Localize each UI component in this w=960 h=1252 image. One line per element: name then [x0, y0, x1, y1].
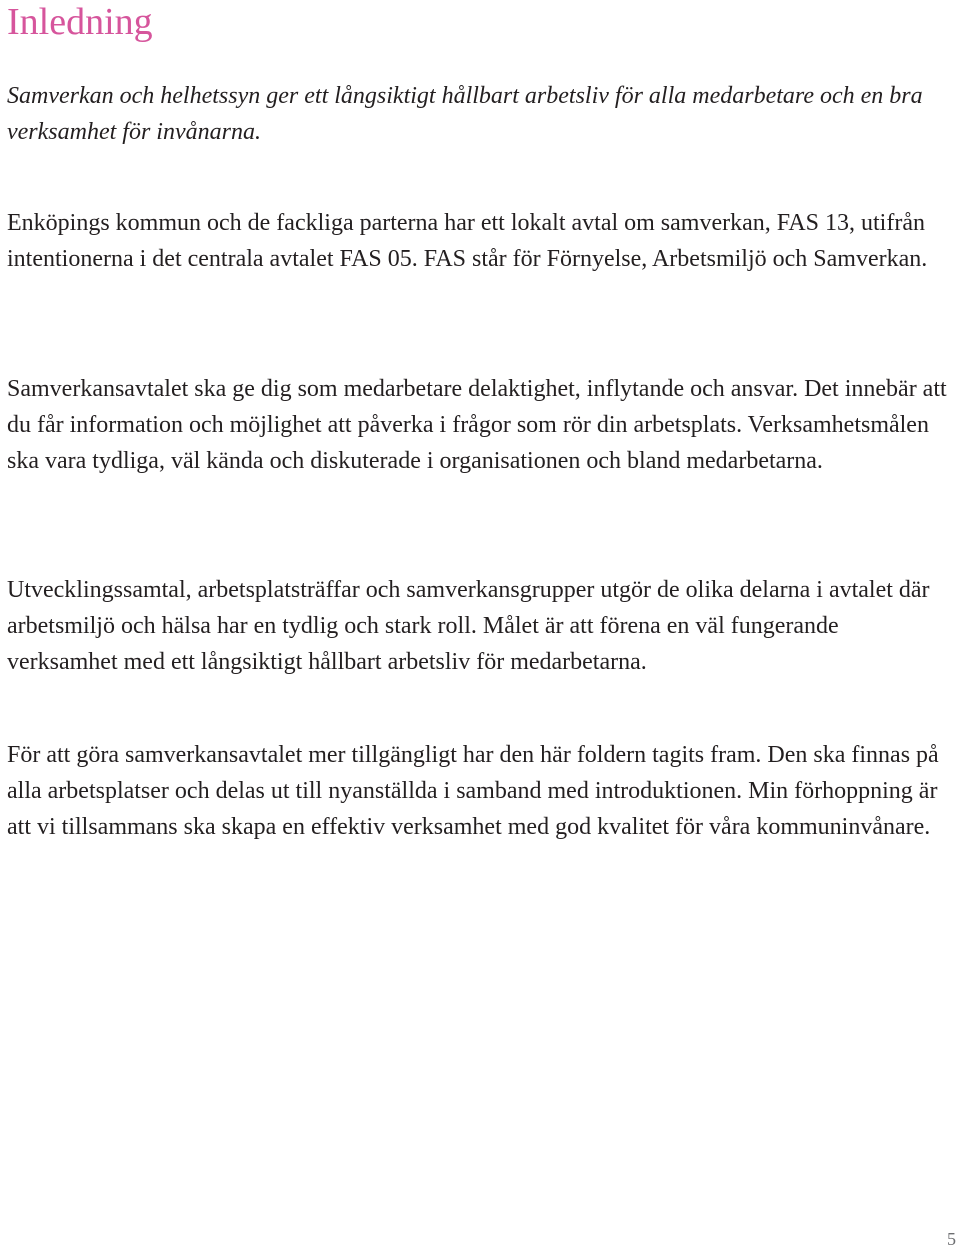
body-paragraph-1: Enköpings kommun och de fackliga parterna har ett lokalt avtal om samverkan, FAS 13, utifrån intentionerna i det centrala avtalet FAS 05. FAS står för Förnyelse, Arbetsmiljö och Samverkan. [7, 210, 928, 272]
body-paragraph-4: För att göra samverkansavtalet mer tillgängligt har den här foldern tagits fram. Den ska finnas på alla arbetsplatser och delas ut till nyanställda i samband med introduktionen. Min förhoppning är att vi tillsammans ska skapa en effektiv verksamhet med god kvalitet för våra kommuninvånare. [7, 742, 939, 840]
intro-paragraph: Samverkan och helhetssyn ger ett långsiktigt hållbart arbetsliv för alla medarbetare och en bra verksamhet för invånarna. [7, 83, 923, 145]
body-paragraph-3: Utvecklingssamtal, arbetsplatsträffar och samverkansgrupper utgör de olika delarna i avtalet där arbetsmiljö och hälsa har en tydlig och stark roll. Målet är att förena en väl fungerande verksamhet med ett långsiktigt hållbart arbetsliv för medarbetarna. [7, 577, 930, 675]
page-number: 5 [947, 1229, 956, 1249]
body-paragraph-2: Samverkansavtalet ska ge dig som medarbetare delaktighet, inflytande och ansvar. Det innebär att du får information och möjlighet att påverka i frågor som rör din arbetsplats. Verksamhetsmålen ska vara tydliga, väl kända och diskuterade i organisationen och bland medarbetarna. [7, 376, 947, 474]
page-title: Inledning [7, 1, 153, 43]
